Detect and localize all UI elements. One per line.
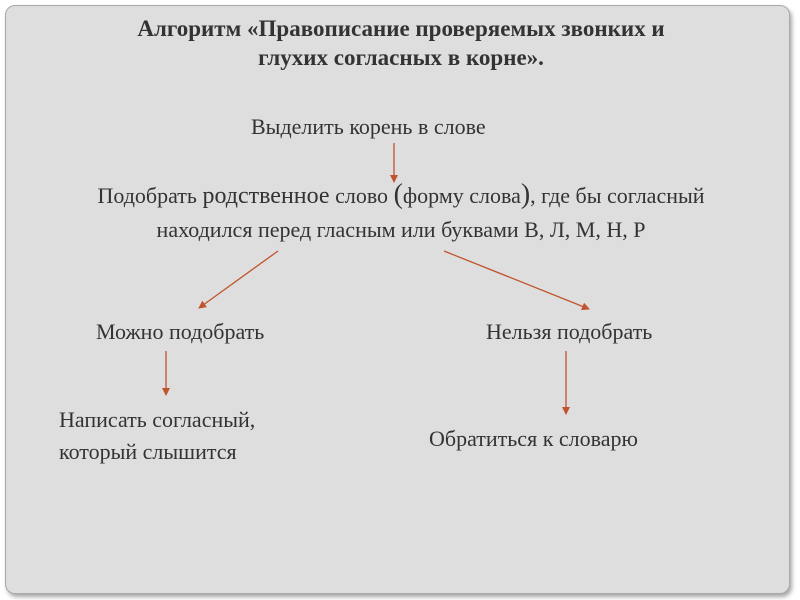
step2-line-2: находился перед гласным или буквами В, Л, М, Н, Р bbox=[156, 217, 646, 242]
step2-text-d: , где бы согласный bbox=[530, 183, 705, 208]
title-line-1: Алгоритм «Правописание проверяемых звонких и bbox=[137, 16, 665, 41]
arrow-step2-to-no bbox=[444, 251, 589, 309]
slide bbox=[5, 5, 790, 594]
step-select-root: Выделить корень в слове bbox=[251, 114, 486, 139]
step2-close-paren: ) bbox=[520, 179, 531, 210]
step2-text-b: слово bbox=[329, 183, 394, 208]
branch-can-find: Можно подобрать bbox=[96, 319, 265, 344]
yes-action-line-1: Написать согласный, bbox=[59, 407, 256, 432]
step2-text-c: форму слова bbox=[402, 183, 521, 208]
yes-action-line-2: который слышится bbox=[59, 439, 237, 464]
title-line-2: глухих согласных в корне». bbox=[258, 45, 544, 70]
step2-text-a: Подобрать bbox=[97, 183, 203, 208]
step2-open-paren: ( bbox=[393, 179, 403, 210]
step2-emphasis: родственное bbox=[202, 183, 330, 209]
branch-cannot-find: Нельзя подобрать bbox=[486, 319, 653, 344]
flow-arrows bbox=[6, 6, 789, 593]
action-consult-dictionary: Обратиться к словарю bbox=[429, 426, 638, 451]
arrow-step2-to-yes bbox=[199, 251, 278, 308]
